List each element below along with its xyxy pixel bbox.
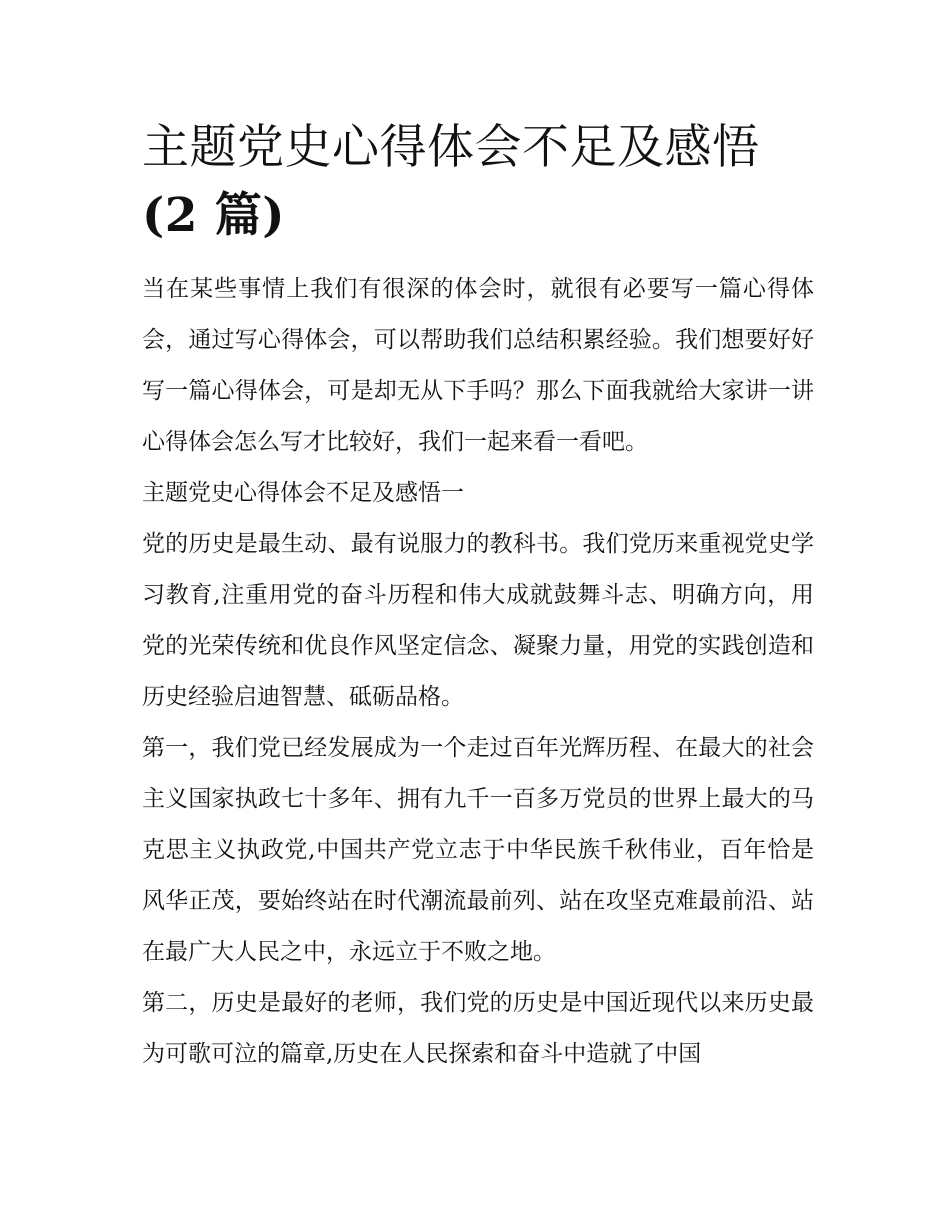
document-page	[142, 114, 814, 1080]
intro-paragraph: 当在某些事情上我们有很深的体会时，就很有必要写一篇心得体会，通过写心得体会，可以帮助我们总结积累经验。我们想要好好写一篇心得体会，可是却无从下手吗？那么下面我就给大家讲一讲心得体会怎么写才比较好，我们一起来看一看吧。	[142, 276, 814, 455]
title-line-2: (2 篇)	[142, 188, 286, 243]
document-title	[142, 114, 814, 250]
body-paragraph-3: 第二，历史是最好的老师，我们党的历史是中国近现代以来历史最为可歌可泣的篇章,历史在人民探索和奋斗中造就了中国	[142, 990, 814, 1067]
body-paragraph-1: 党的历史是最生动、最有说服力的教科书。我们党历来重视党史学习教育,注重用党的奋斗历程和伟大成就鼓舞斗志、明确方向，用党的光荣传统和优良作风坚定信念、凝聚力量，用党的实践创造和历史经验启迪智慧、砥砺品格。	[142, 531, 814, 710]
title-line-1: 主题党史心得体会不足及感悟	[142, 120, 760, 175]
body-paragraph-2: 第一，我们党已经发展成为一个走过百年光辉历程、在最大的社会主义国家执政七十多年、拥有九千一百多万党员的世界上最大的马克思主义执政党,中国共产党立志于中华民族千秋伟业，百年恰是风华正茂，要始终站在时代潮流最前列、站在攻坚克难最前沿、站在最广大人民之中，永远立于不败之地。	[142, 735, 814, 965]
section-heading: 主题党史心得体会不足及感悟一	[142, 480, 464, 506]
